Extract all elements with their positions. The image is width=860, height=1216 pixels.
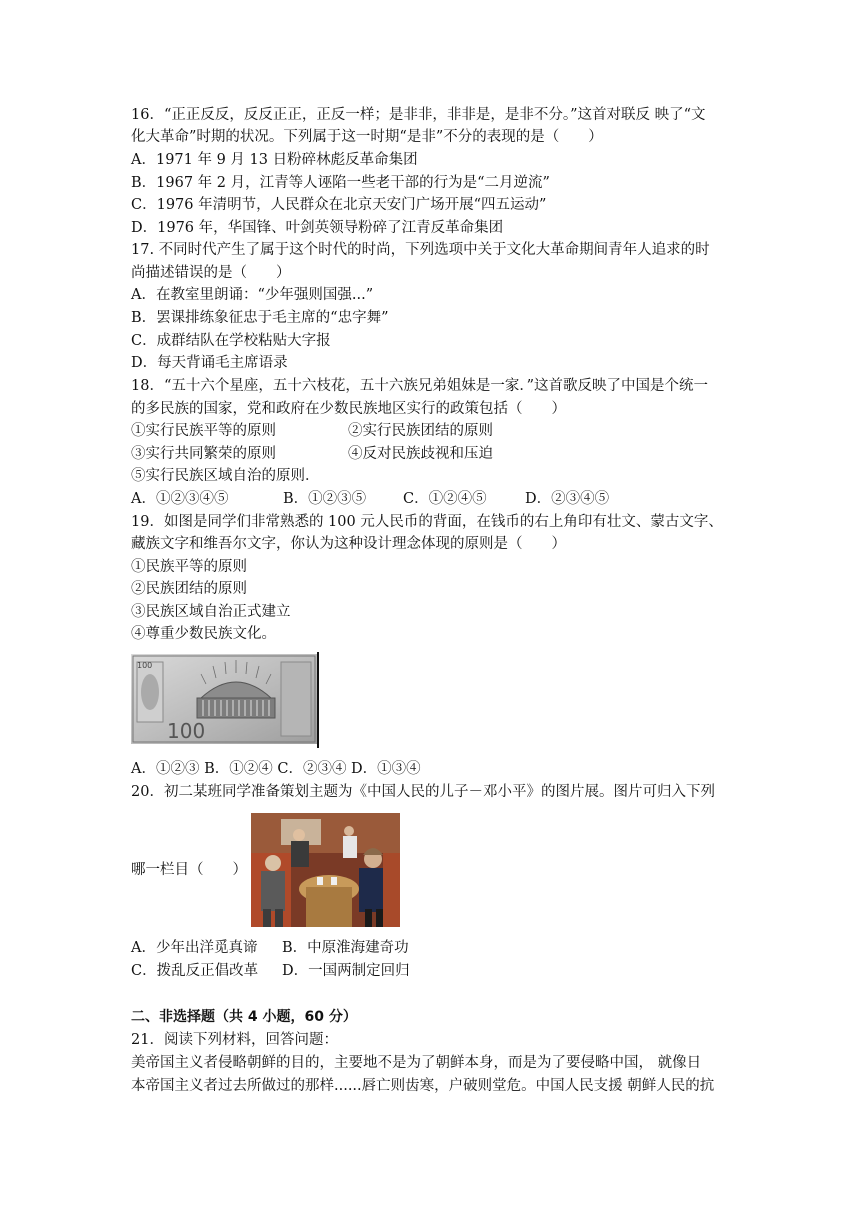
q18-answer-a: A．①②③④⑤ [131, 491, 229, 507]
q16-option-a: A．1971 年 9 月 13 日粉碎林彪反革命集团 [131, 152, 418, 168]
banknote-right-border [317, 652, 319, 748]
q16-option-b: B．1967 年 2 月，江青等人诬陷一些老干部的行为是“二月逆流” [131, 175, 550, 191]
q20-answer-c: C．拨乱反正倡改革 [131, 963, 259, 979]
q20-answer-a: A．少年出洋觅真谛 [131, 940, 258, 956]
q18-item-5: ⑤实行民族区域自治的原则． [131, 468, 320, 484]
q19-item-3: ③民族区域自治正式建立 [131, 604, 291, 620]
q18-item-3: ③实行共同繁荣的原则 [131, 446, 276, 462]
q18-item-1: ①实行民族平等的原则 [131, 423, 276, 439]
q21-material-line2: 本帝国主义者过去所做过的那样......唇亡则齿寒，户破则堂危。中国人民支援 朝鲜人民的抗 [131, 1078, 715, 1094]
q20-stem-line2: 哪一栏目（ ） [131, 862, 247, 878]
q18-stem-line2: 的多民族的国家，党和政府在少数民族地区实行的政策包括（ ） [131, 401, 566, 417]
q18-item-4: ④反对民族歧视和压迫 [348, 446, 493, 462]
q18-answer-d: D．②③④⑤ [525, 491, 610, 507]
q16-stem-line2: 化大革命”时期的状况。下列属于这一时期“是非”不分的表现的是（ ） [131, 129, 603, 145]
q17-option-c: C．成群结队在学校粘贴大字报 [131, 333, 331, 349]
q16-option-c: C．1976 年清明节，人民群众在北京天安门广场开展“四五运动” [131, 197, 547, 213]
q19-item-4: ④尊重少数民族文化。 [131, 626, 276, 642]
q18-answer-c: C．①②④⑤ [403, 491, 487, 507]
q17-option-a: A．在教室里朗诵：“少年强则国强...” [131, 287, 374, 303]
q16-option-d: D．1976 年，华国锋、叶剑英领导粉碎了江青反革命集团 [131, 220, 504, 236]
q16-stem-line1: 16．“正正反反，反反正正，正反一样；是非非，非非是，是非不分。”这首对联反 映了“文 [131, 107, 706, 123]
banknote-100-image [131, 654, 317, 744]
q19-item-1: ①民族平等的原则 [131, 559, 247, 575]
q20-answer-d: D．一国两制定回归 [282, 963, 410, 979]
q20-answer-b: B．中原淮海建奇功 [282, 940, 409, 956]
q17-stem-line1: 17. 不同时代产生了属于这个时代的时尚，下列选项中关于文化大革命期间青年人追求的时 [131, 242, 710, 258]
q17-option-b: B．罢课排练象征忠于毛主席的“忠字舞” [131, 310, 389, 326]
q17-option-d: D．每天背诵毛主席语录 [131, 355, 288, 371]
q19-answers: A．①②③ B．①②④ C．②③④ D．①③④ [131, 761, 421, 777]
deng-meeting-photo [251, 813, 400, 927]
q18-item-2: ②实行民族团结的原则 [348, 423, 493, 439]
q19-stem-line2: 藏族文字和维吾尔文字，你认为这种设计理念体现的原则是（ ） [131, 536, 566, 552]
q18-stem-line1: 18．“五十六个星座，五十六枝花，五十六族兄弟姐妹是一家．”这首歌反映了中国是个统一 [131, 378, 709, 394]
q20-stem-line1: 20．初二某班同学准备策划主题为《中国人民的儿子－邓小平》的图片展。图片可归入下列 [131, 784, 715, 800]
q19-stem-line1: 19．如图是同学们非常熟悉的 100 元人民币的背面，在钱币的右上角印有壮文、蒙古文字、 [131, 514, 723, 530]
q21-stem-line1: 21．阅读下列材料，回答问题： [131, 1032, 338, 1048]
q18-answer-b: B．①②③⑤ [283, 491, 367, 507]
banknote-large-number: 100 [167, 719, 206, 743]
section-heading: 二、非选择题（共 4 小题，60 分） [131, 1009, 357, 1025]
q21-material-line1: 美帝国主义者侵略朝鲜的目的，主要地不是为了朝鲜本身，而是为了要侵略中国， 就像日 [131, 1055, 702, 1071]
banknote-small-number: 100 [137, 661, 153, 670]
q19-item-2: ②民族团结的原则 [131, 581, 247, 597]
q17-stem-line2: 尚描述错误的是（ ） [131, 265, 291, 281]
